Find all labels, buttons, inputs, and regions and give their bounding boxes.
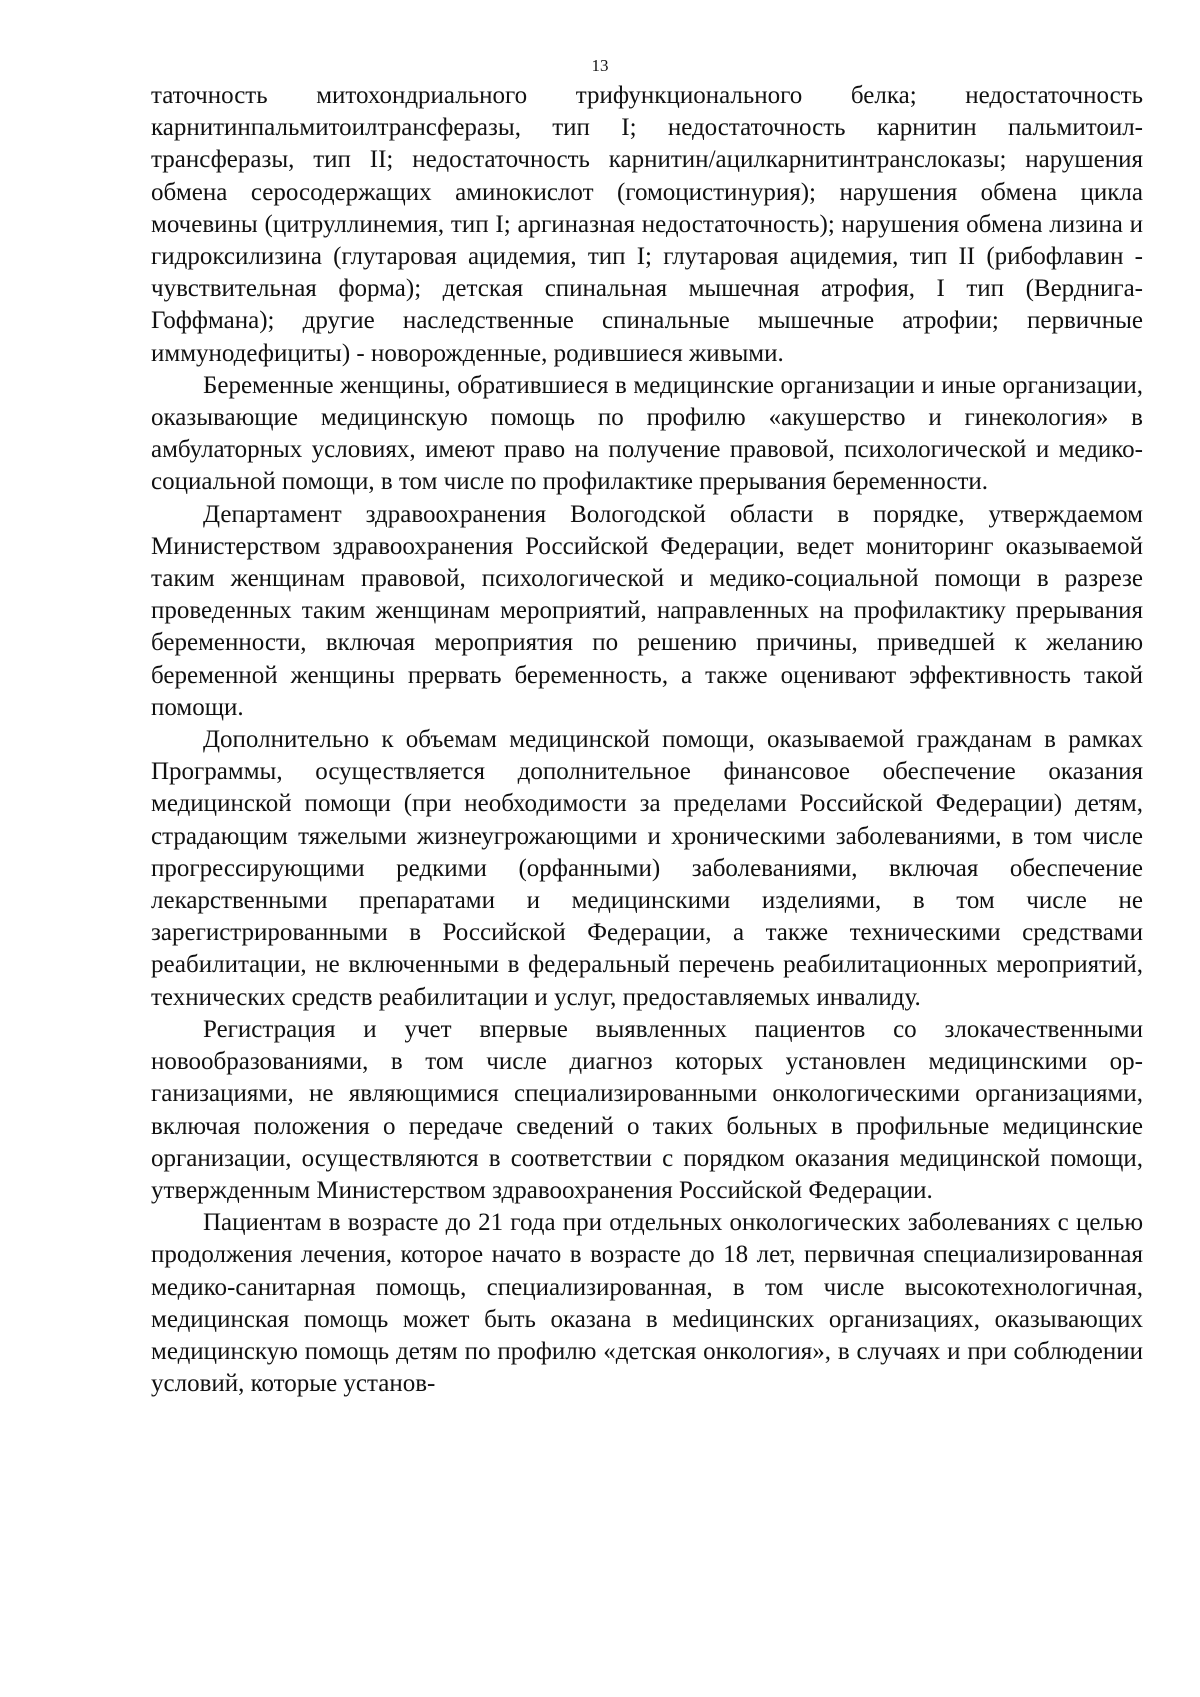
paragraph-patients-under-21: Пациентам в возрасте до 21 года при отдельных онкологических заболеваниях с целью продолжения лечения, которое начато в возрасте до 18 лет, первичная специализированная медико-санитарная помощь, специализированная, в том числе высокотехнологичная, медицинская помощь может быть оказана в меdицинских организациях, оказывающих медицинскую помощь детям по профилю «детская онкология», в случаях и при соблюдении условий, которые установ-	[151, 1209, 1143, 1398]
paragraph-health-department: Департамент здравоохранения Вологодской области в порядке, утверждаемом Министерством здравоохранения Российской Федерации, ведет мониторинг оказываемой таким женщинам правовой, психологической и медико-социальной помощи в разрезе проведенных таким женщинам мероприятий, направленных на профилактику прерывания беременности, включая мероприятия по решению причины, приведшей к желанию беременной женщины прервать беременность, а также оценивают эффективность такой помощи.	[151, 500, 1143, 721]
paragraph-pregnant-women: Беременные женщины, обратившиеся в медицинские организации и иные организации, оказывающие медицинскую помощь по профилю «акушерство и гинекология» в амбулаторных условиях, имеют право на получение правовой, психологической и медико-социальной помощи, в том числе по профилактике прерывания беременности.	[151, 371, 1143, 496]
page-number: 13	[591, 56, 609, 75]
paragraph-registration: Регистрация и учет впервые выявленных пациентов со злокачественными новообразованиями, в том числе диагноз которых установлен медицинскими организациями, не являющимися специализированными онкологическими организациями, включая положения о передаче сведений о таких больных в профильные медицинские организации, осуществляются в соответствии с порядком оказания медицинской помощи, утвержденным Министерством здравоохранения Российской Федерации.	[151, 1015, 1143, 1204]
paragraph-additional-funding: Дополнительно к объемам медицинской помощи, оказываемой гражданам в рамках Программы, осуществляется дополнительное финансовое обеспечение оказания медицинской помощи (при необходимости за пределами Российской Федерации) детям, страдающим тяжелыми жизнеугрожающими и хроническими заболеваниями, в том числе прогрессирующими редкими (орфанными) заболеваниями, включая обеспечение лекарственными препаратами и медицинскими изделиями, в том числе не зарегистрированными в Российской Федерации, а также техническими средствами реабилитации, не включенными в федеральный перечень реабилитационных мероприятий, технических средств реабилитации и услуг, предоставляемых инвалиду.	[151, 726, 1143, 1011]
paragraph-continuation: таточность митохондриального трифункционального белка; недостаточность карнитинпальмитоилтрансферазы, тип I; недостаточность карнитин пальмитоилтрансферазы, тип II; недостаточность карнитин/ацилкарнитинтранслоказы; нарушения обмена серосодержащих аминокислот (гомоцистинурия); нарушения обмена цикла мочевины (цитруллинемия, тип I; аргиназная недостаточность); нарушения обмена лизина и гидроксилизина (глутаровая ацидемия, тип I; глутаровая ацидемия, тип II (рибофлавин - чувствительная форма); детская спинальная мышечная атрофия, I тип (Верднига-Гоффмана); другие наследственные спинальные мышечные атрофии; первичные иммунодефициты) - новорожденные, родившиеся живыми.	[151, 82, 1143, 367]
document-body	[151, 80, 1143, 1400]
